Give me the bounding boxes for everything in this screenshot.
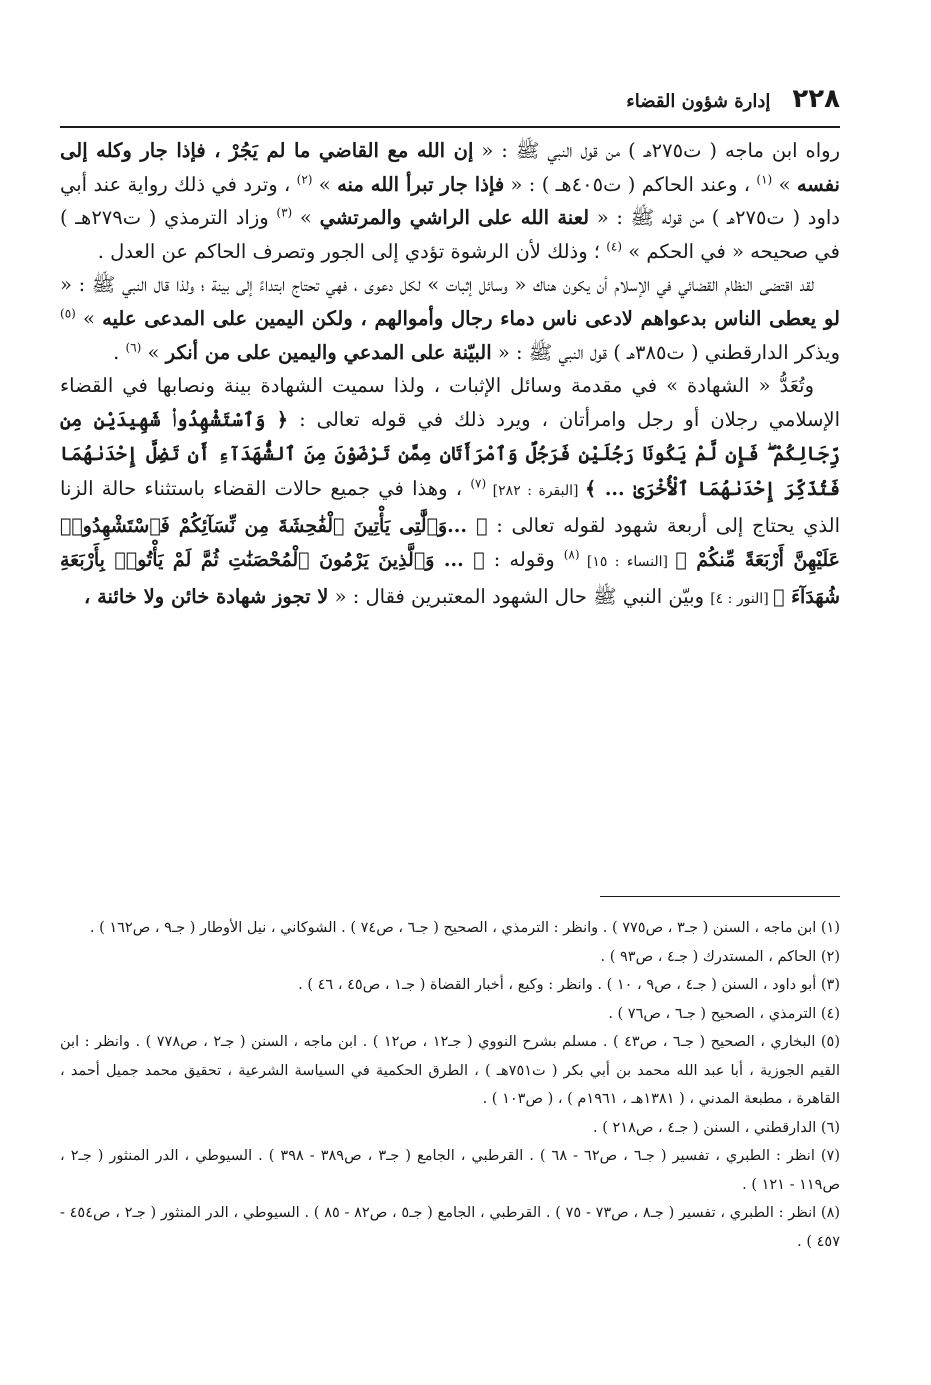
footnote-3: (٣) أبو داود ، السنن ( جـ٤ ، ص٩ ، ١٠ ) . وانظر : وكيع ، أخبار القضاة ( جـ١ ، ص٤٥ ، ٤٦ ) . xyxy=(298,977,840,993)
book-page xyxy=(60,78,840,1358)
paragraph-1 xyxy=(60,134,840,268)
footnote-4: (٤) الترمذي ، الصحيح ( جـ٦ ، ص٧٦ ) . xyxy=(608,1005,840,1022)
quran-verse: ﴿ ... وَٱلَّذِينَ يَرْمُونَ ٱلْمُحْصَنَٰتِ ثُمَّ لَمْ يَأْتُوا۟ بِأَرْبَعَةِ شُهَدَآءَ ﴾ xyxy=(60,549,840,608)
text-span: . xyxy=(113,340,126,364)
paragraph-3 xyxy=(60,369,840,616)
footnote-ref: (٦) xyxy=(125,340,142,355)
footnote-ref: (٥) xyxy=(60,306,76,321)
verse-reference: [النور : ٤] xyxy=(710,590,774,607)
text-span: وزاد الترمذي ( ت٢٧٩هـ ) في صحيحه « في الحكم » xyxy=(60,206,840,263)
footnote-8: (٨) انظر : الطبري ، تفسير ( جـ٨ ، ص٧٣ - ٧٥ ) . القرطبي ، الجامع ( جـ٥ ، ص٨٢ - ٨٥ ) . السيوطي ، الدر المنثور ( جـ٢ ، ص٤٥٤ - ٤٥٧ ) . xyxy=(60,1205,841,1250)
paragraph-2 xyxy=(60,268,840,369)
text-span: » xyxy=(772,172,797,196)
footnote-7: (٧) انظر : الطبري ، تفسير ( جـ٦ ، ص٦٢ - ٦٨ ) . القرطبي ، الجامع ( جـ٣ ، ص٣٨٩ - ٣٩٨ ) . السيوطي ، الدر المنثور ( جـ٢ ، ص١١٩ - ١٢١ ) . xyxy=(60,1148,841,1193)
text-span: لقد اقتضى النظام القضائي في الإسلام أن يكون هناك « وسائل إثبات » لكل دعوى ، فهي تحتاج ابتداءً إلى بينة ؛ ولذا قال النبي ﷺ : « xyxy=(60,273,814,297)
footnote-ref: (٤) xyxy=(606,239,623,254)
text-span: » xyxy=(292,206,320,230)
hadith-quote: لا تجوز شهادة خائن ولا خائنة ، xyxy=(84,584,329,608)
footnote-ref: (٨) xyxy=(563,547,580,562)
footnote-ref: (٧) xyxy=(470,476,487,491)
footnotes xyxy=(60,914,840,1256)
running-title: إدارة شؤون القضاء xyxy=(626,91,771,112)
footnote-ref: (١) xyxy=(756,172,773,187)
verse-reference: [النساء : ١٥] xyxy=(579,554,676,571)
hadith-quote: البيّنة على المدعي واليمين على من أنكر xyxy=(165,340,492,364)
footnote-ref: (٢) xyxy=(296,172,313,187)
quran-verse: ﴿ ...وَٱلَّٰتِى يَأْتِينَ ٱلْفَٰحِشَةَ مِن نِّسَآئِكُمْ فَٱسْتَشْهِدُوا۟ عَلَيْهِنَّ أَرْبَعَةً مِّنكُمْ ﴾ xyxy=(60,514,841,572)
footnote-6: (٦) الدارقطني ، السنن ( جـ٤ ، ص٢١٨ ) . xyxy=(593,1119,840,1136)
text-span: ؛ وذلك لأن الرشوة تؤدي إلى الجور وتصرف الحاكم عن العدل . xyxy=(97,239,607,263)
quran-verse: ﴿ وَٱسْتَشْهِدُوا۟ شَهِيدَيْنِ مِن رِّجَالِكُمْ ۖ فَإِن لَّمْ يَكُونَا رَجُلَيْنِ فَرَجُلٌ وَٱمْرَأَتَانِ مِمَّن تَرْضَوْنَ مِنَ ٱلشُّهَدَآءِ أَن تَضِلَّ إِحْدَىٰهُمَا فَتُذَكِّرَ إِحْدَىٰهُمَا ٱلْأُخْرَىٰ ... ﴾ xyxy=(60,408,840,500)
page-header xyxy=(60,78,840,128)
verse-reference: [البقرة : ٢٨٢] xyxy=(486,482,585,499)
footnote-separator xyxy=(600,896,840,897)
footnote-1: (١) ابن ماجه ، السنن ( جـ٣ ، ص٧٧٥ ) . وانظر : الترمذي ، الصحيح ( جـ٦ ، ص٧٤ ) . الشوكاني ، نيل الأوطار ( جـ٩ ، ص١٦٢ ) . xyxy=(89,920,840,936)
text-span: ويذكر الدارقطني ( ت٣٨٥هـ ) قول النبي ﷺ : « xyxy=(491,340,840,364)
footnote-5: (٥) البخاري ، الصحيح ( جـ٦ ، ص٤٣ ) . مسلم بشرح النووي ( جـ١٢ ، ص١٢ ) . ابن ماجه ، السنن ( جـ٢ ، ص٧٧٨ ) . وانظر : ابن القيم الجوزية ، أبا عبد الله محمد بن أبي بكر ( ت٧٥١هـ ) ، الطرق الحكمية في السياسة الشرعية ، تحقيق محمد جميل أحمد ، القاهرة ، مطبعة المدني ، ( ١٣٨١هـ ، ١٩٦١م ) ، ( ص١٠٣ ) . xyxy=(60,1034,840,1107)
text-span: رواه ابن ماجه ( ت٢٧٥هـ ) من قول النبي ﷺ : « xyxy=(473,139,840,162)
text-span: ، وعند الحاكم ( ت٤٠٥هـ ) : « xyxy=(504,172,757,196)
hadith-quote: لعنة الله على الراشي والمرتشي xyxy=(319,206,590,230)
text-span: » xyxy=(312,172,338,196)
page-number: ٢٢٨ xyxy=(792,84,840,114)
text-span: ، وهذا في جميع حالات القضاء باستثناء حالة الزنا الذي يحتاج إلى أربعة شهود لقوله تعالى : xyxy=(60,476,840,537)
text-span: » xyxy=(75,306,103,330)
main-text xyxy=(60,134,840,616)
text-span: » xyxy=(141,340,166,364)
text-span: وقوله : xyxy=(484,548,564,572)
text-span: وبيّن النبي ﷺ حال الشهود المعتبرين فقال : « xyxy=(328,584,711,608)
footnote-2: (٢) الحاكم ، المستدرك ( جـ٤ ، ص٩٣ ) . xyxy=(600,948,840,965)
text-span: ، وترد في ذلك رواية عند أبي داود ( ت٢٧٥هـ ) من قوله ﷺ : « xyxy=(60,172,840,230)
hadith-quote: فإذا جار تبرأ الله منه xyxy=(337,172,505,196)
hadith-quote: إن الله مع القاضي ما لم يَجُرْ ، فإذا جار وكله إلى نفسه xyxy=(60,139,840,196)
text-span: وتُعَدُّ « الشهادة » في مقدمة وسائل الإثبات ، ولذا سميت الشهادة بينة ونصابها في القضاء الإسلامي رجلان أو رجل وامرأتان ، ويرد ذلك في قوله تعالى : xyxy=(60,374,840,431)
hadith-quote: لو يعطى الناس بدعواهم لادعى ناس دماء رجال وأموالهم ، ولكن اليمين على المدعى عليه xyxy=(102,306,840,330)
footnote-ref: (٣) xyxy=(276,205,293,220)
